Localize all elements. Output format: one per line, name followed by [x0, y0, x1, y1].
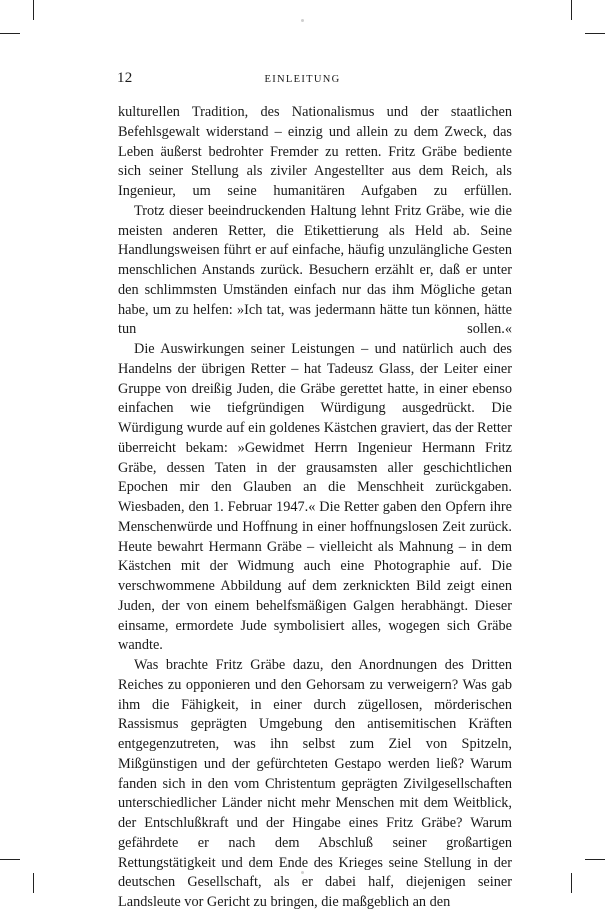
paragraph: kulturellen Tradition, des Nationalismus und der staatlichen Befehlsgewalt widerstand – einzig und allein zu dem Zweck, das Leben äußerst bedrohter Fremder zu retten. Fritz Gräbe bediente sich seiner Stellung als ziviler Angestellter aus dem Reich, als Ingenieur, um seine humanitären Aufgaben zu erfüllen.: [118, 104, 512, 199]
running-head: EINLEITUNG: [264, 74, 341, 85]
crop-mark-top-left-vertical: [33, 0, 34, 20]
crop-mark-bottom-right-vertical: [571, 873, 572, 893]
crop-mark-top-left-horizontal: [0, 33, 20, 34]
crop-mark-bottom-left-horizontal: [0, 859, 20, 860]
paragraph: Was brachte Fritz Gräbe dazu, den Anordnungen des Dritten Reiches zu opponieren und den Gehorsam zu verweigern? Was gab ihm die Fähigkeit, in einer durch zügellosen, mörderischen Rassismus geprägten Umgebung den antisemitischen Kräften entgegenzutreten, was ihn selbst zum Ziel von Spitzeln, Mißgünstigen und der gefürchteten Gestapo werden ließ? Warum fanden sich in den vom Christentum geprägten Zivilgesellschaften unterschiedlicher Länder nicht mehr Menschen mit dem Weitblick, der Entschlußkraft und der Hingabe eines Fritz Gräbe? Warum gefährdete er nach dem Abschluß seiner großartigen Rettungstätigkeit und dem Ende des Krieges seine Stellung in der deutschen Gesellschaft, als er dabei half, diejenigen seiner Landsleute vor Gericht zu bringen, die maßgeblich an den: [118, 657, 512, 910]
paragraph: Trotz dieser beeindruckenden Haltung lehnt Fritz Gräbe, wie die meisten anderen Retter, die Etikettierung als Held ab. Seine Handlungsweisen führt er auf einfache, häufig unzulängliche Gesten menschlichen Anstands zurück. Besuchern erzählt er, daß er unter den schlimmsten Umständen einfach nur das ihm Mögliche getan habe, um zu helfen: »Ich tat, was jedermann hätte tun können, hätte tun sollen.«: [118, 202, 512, 338]
body-text: [118, 103, 512, 913]
paragraph: Die Auswirkungen seiner Leistungen – und natürlich auch des Handelns der übrigen Retter – hat Tadeusz Glass, der Leiter einer Gruppe von dreißig Juden, die Gräbe gerettet hatte, in einer ebenso einfachen wie tiefgründigen Würdigung ausgedrückt. Die Würdigung wurde auf ein goldenes Kästchen graviert, das der Retter überreicht bekam: »Gewidmet Herrn Ingenieur Hermann Fritz Gräbe, dessen Taten in der grausamsten aller geschichtlichen Epochen mir den Glauben an die Menschheit zurückgaben. Wiesbaden, den 1. Februar 1947.« Die Retter gaben den Opfern ihre Menschenwürde und Hoffnung in einer hoffnungslosen Zeit zurück. Heute bewahrt Hermann Gräbe – vielleicht als Mahnung – in dem Kästchen mit der Widmung auch eine Photographie auf. Die verschwommene Abbildung auf dem zerknickten Bild zeigt einen Juden, der von einem behelfsmäßigen Galgen herabhängt. Dieser einsame, ermordete Jude symbolisiert alles, wogegen sich Gräbe wandte.: [118, 341, 512, 654]
registration-dot-top: [301, 19, 304, 22]
crop-mark-top-right-horizontal: [585, 33, 605, 34]
page-number: 12: [117, 70, 133, 86]
crop-mark-bottom-right-horizontal: [585, 859, 605, 860]
crop-mark-bottom-left-vertical: [33, 873, 34, 893]
crop-mark-top-right-vertical: [571, 0, 572, 20]
